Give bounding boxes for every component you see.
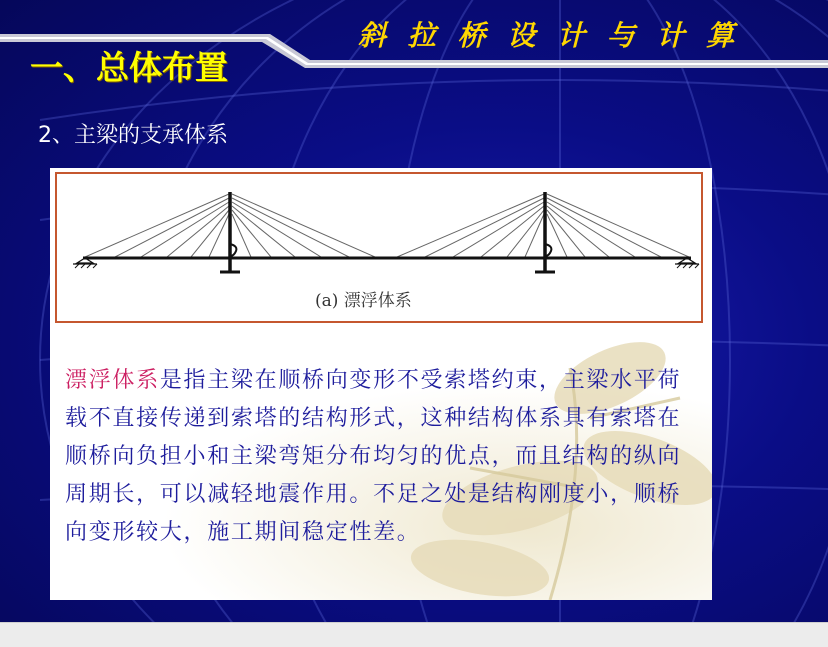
diagram-frame — [55, 172, 703, 323]
section-title: 一、总体布置 — [30, 48, 228, 87]
content-panel — [50, 168, 712, 600]
course-title: 斜 拉 桥 设 计 与 计 算 — [358, 19, 741, 52]
paragraph-text: 是指主梁在顺桥向变形不受索塔约束，主梁水平荷载不直接传递到索塔的结构形式，这种结构体系具有索塔在顺桥向负担小和主梁弯矩分布均匀的优点，而且结构的纵向周期长，可以减轻地震作用。不足之处是结构刚度小，顺桥向变形较大，施工期间稳定性差。 — [65, 368, 682, 545]
diagram-caption: (a) 漂浮体系 — [315, 291, 412, 311]
highlighted-term: 漂浮体系 — [65, 368, 160, 393]
subheading: 2、主梁的支承体系 — [38, 123, 228, 148]
bottom-bar — [0, 622, 828, 647]
description-paragraph — [65, 362, 703, 552]
